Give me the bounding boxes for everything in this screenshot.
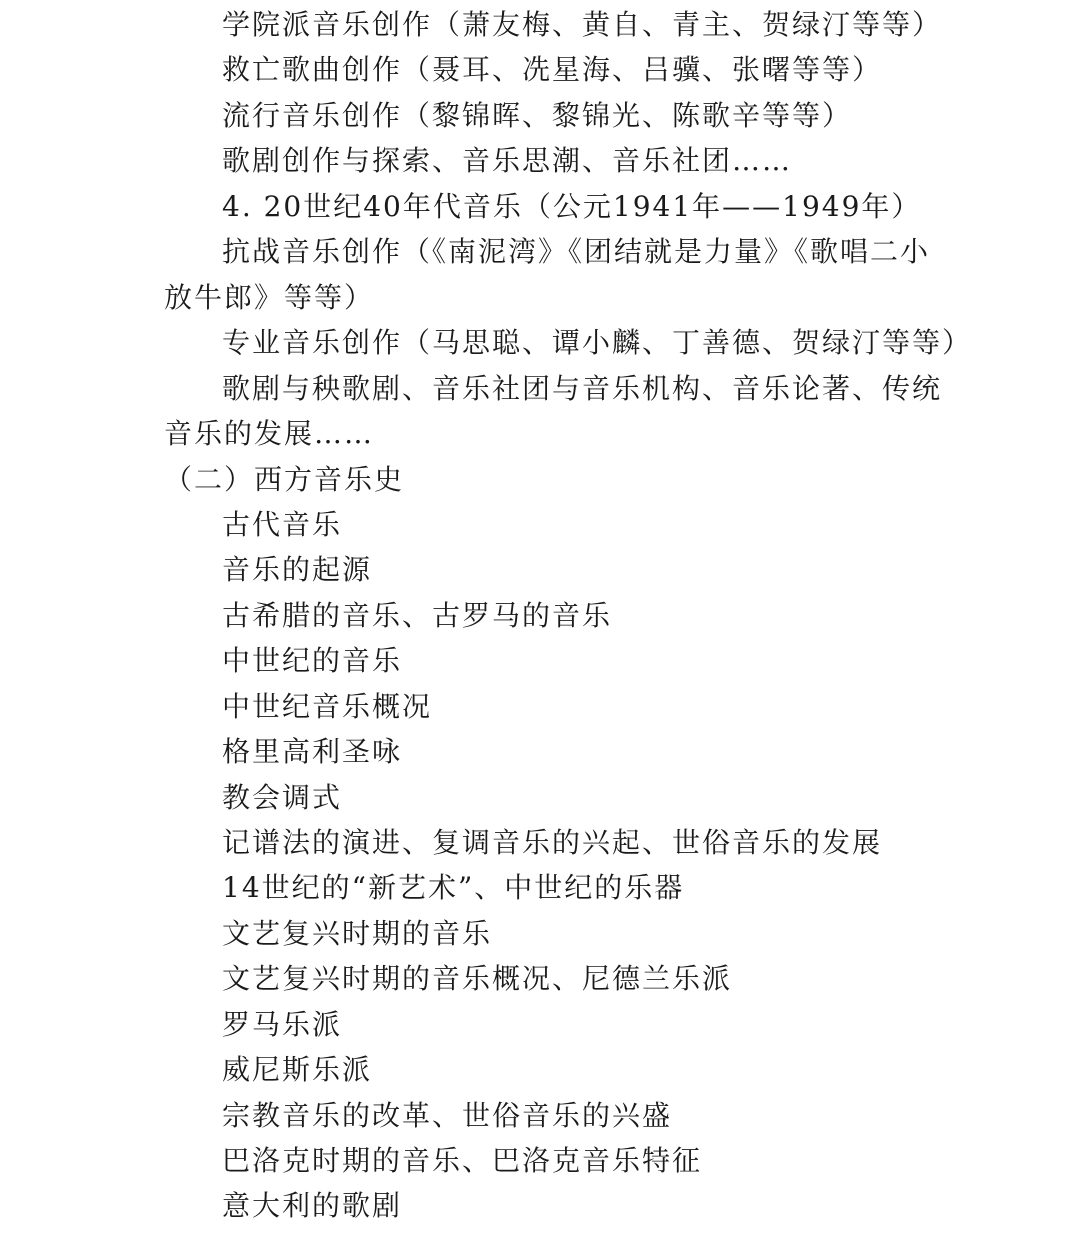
text-line: 歌剧与秧歌剧、音乐社团与音乐机构、音乐论著、传统	[222, 372, 943, 405]
text-line: 巴洛克时期的音乐、巴洛克音乐特征	[222, 1144, 703, 1177]
text-line: 学院派音乐创作（萧友梅、黄自、青主、贺绿汀等等）	[222, 8, 943, 41]
text-line: 歌剧创作与探索、音乐思潮、音乐社团……	[222, 144, 793, 177]
text-line: 救亡歌曲创作（聂耳、冼星海、吕骥、张曙等等）	[222, 53, 883, 86]
text-line: 抗战音乐创作（《南泥湾》《团结就是力量》《歌唱二小	[222, 235, 931, 268]
text-line: 古希腊的音乐、古罗马的音乐	[222, 599, 613, 632]
text-line: 专业音乐创作（马思聪、谭小麟、丁善德、贺绿汀等等）	[222, 326, 973, 359]
section-heading: （二）西方音乐史	[164, 463, 405, 496]
text-line: 宗教音乐的改革、世俗音乐的兴盛	[222, 1099, 673, 1132]
text-line: 中世纪的音乐	[222, 644, 403, 677]
text-line: 音乐的起源	[222, 553, 373, 586]
text-line: 中世纪音乐概况	[222, 690, 433, 723]
text-line: 放牛郎》等等）	[164, 281, 375, 314]
text-line: 意大利的歌剧	[222, 1189, 403, 1222]
text-line: 威尼斯乐派	[222, 1053, 373, 1086]
text-line: 文艺复兴时期的音乐概况、尼德兰乐派	[222, 962, 733, 995]
text-line: 文艺复兴时期的音乐	[222, 917, 493, 950]
text-line: 古代音乐	[222, 508, 343, 541]
text-line: 记谱法的演进、复调音乐的兴起、世俗音乐的发展	[222, 826, 883, 859]
text-line: 教会调式	[222, 781, 343, 814]
section-heading: 4. 20世纪40年代音乐（公元1941年——1949年）	[222, 190, 922, 223]
text-line: 音乐的发展……	[164, 417, 375, 450]
text-line: 14世纪的“新艺术”、中世纪的乐器	[222, 871, 685, 904]
text-line: 罗马乐派	[222, 1008, 343, 1041]
text-line: 格里高利圣咏	[222, 735, 403, 768]
text-line: 流行音乐创作（黎锦晖、黎锦光、陈歌辛等等）	[222, 99, 853, 132]
